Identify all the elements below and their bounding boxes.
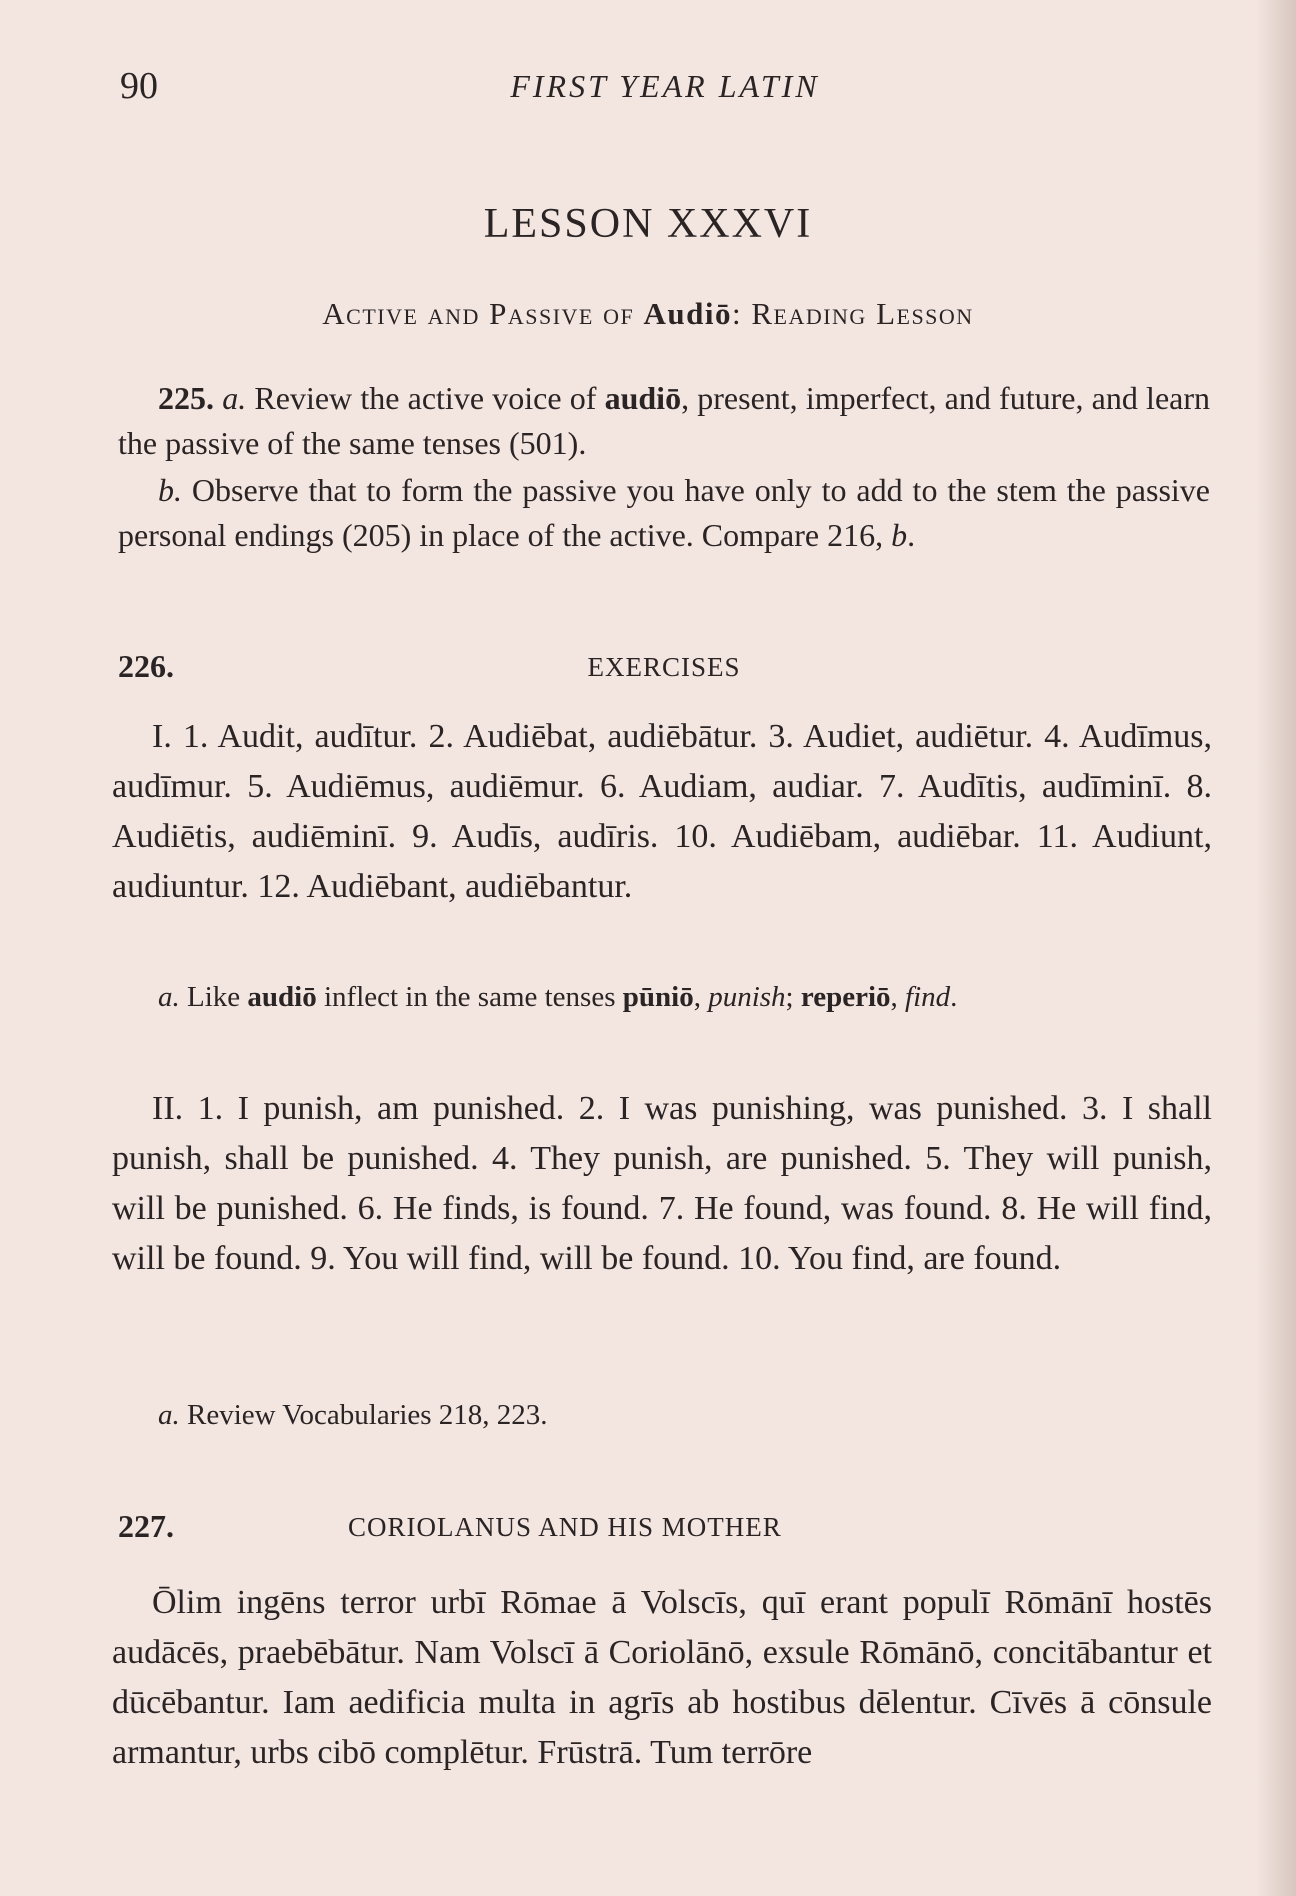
text: inflect in the same tenses — [316, 981, 623, 1013]
text: Review the active voice of — [246, 380, 605, 416]
exercises-part-2: II. 1. I punish, am punished. 2. I was punishing, was punished. 3. I shall punish, shall be punished. 4. They punish, are punished. 5. They will punish, will be punished. 6. He finds, is found. 7. He found, was found. 8. He will find, will be found. 9. You will find, will be found. 10. You find, are found. — [112, 1090, 1212, 1277]
latin-word: pūniō — [622, 981, 694, 1013]
exercise-note-a — [118, 976, 1210, 1018]
text: Like — [179, 981, 248, 1013]
latin-word: reperiō — [800, 981, 891, 1013]
gloss: find — [905, 981, 951, 1013]
label-a: a. — [158, 1399, 180, 1431]
text: . — [950, 981, 958, 1013]
section-227-heading — [118, 1508, 1210, 1552]
page-number: 90 — [120, 65, 158, 107]
subtitle-post: : Reading Lesson — [731, 296, 974, 331]
section-heading: CORIOLANUS AND HIS MOTHER — [348, 1512, 782, 1542]
subtitle-word: Audiō — [643, 296, 732, 331]
latin-word: audiō — [604, 380, 682, 416]
lesson-title: LESSON XXXVI — [483, 201, 813, 247]
text: , — [693, 981, 709, 1013]
ref: b — [891, 517, 908, 553]
text: , present, imperfect, and future, and learn the passive of the same tenses (501). — [118, 380, 1211, 461]
running-title: FIRST YEAR LATIN — [510, 68, 820, 104]
gloss: punish — [708, 981, 786, 1013]
text: ; — [785, 981, 801, 1013]
label-a: a. — [158, 981, 180, 1013]
section-225-a — [118, 376, 1210, 466]
reading-passage: Ōlim ingēns terror urbī Rōmae ā Volscīs, quī erant populī Rōmānī hostēs audācēs, praebēbātur. Nam Volscī ā Coriolānō, exsule Rōmānō, concitābantur et dūcēbantur. Iam aedificia multa in agrīs ab hostibus dēlentur. Cīvēs ā cōnsule armantur, urbs cibō complētur. Frūstrā. Tum terrōre — [112, 1584, 1212, 1771]
text: , — [890, 981, 906, 1013]
subtitle-pre: Active and Passive of — [322, 296, 644, 331]
section-225-b — [118, 468, 1210, 558]
latin-word: audiō — [247, 981, 317, 1013]
exercises-part-1: I. 1. Audit, audītur. 2. Audiēbat, audiēbātur. 3. Audiet, audiētur. 4. Audīmus, audīmur. 5. Audiēmus, audiēmur. 6. Audiam, audiar. 7. Audītis, audīminī. 8. Audiētis, audiēminī. 9. Audīs, audīris. 10. Audiēbam, audiēbar. 11. Audiunt, audiuntur. 12. Audiēbant, audiēbantur. — [112, 718, 1212, 905]
lesson-subtitle — [0, 296, 1296, 332]
text: . — [907, 517, 916, 553]
text: Observe that to form the passive you have only to add to the stem the passive personal endings (205) in place of the active. Compare 216, — [118, 472, 1210, 553]
running-header — [120, 64, 1210, 108]
section-heading: EXERCISES — [587, 652, 741, 682]
section-number: 225. — [158, 380, 214, 416]
label-a: a. — [222, 380, 247, 416]
section-number: 226. — [118, 648, 174, 684]
section-226-heading — [118, 648, 1210, 692]
review-note — [118, 1394, 1210, 1436]
page-edge-shadow — [1256, 0, 1296, 1896]
section-number: 227. — [118, 1508, 174, 1544]
text: Review Vocabularies 218, 223. — [179, 1399, 548, 1431]
label-b: b. — [158, 472, 182, 508]
